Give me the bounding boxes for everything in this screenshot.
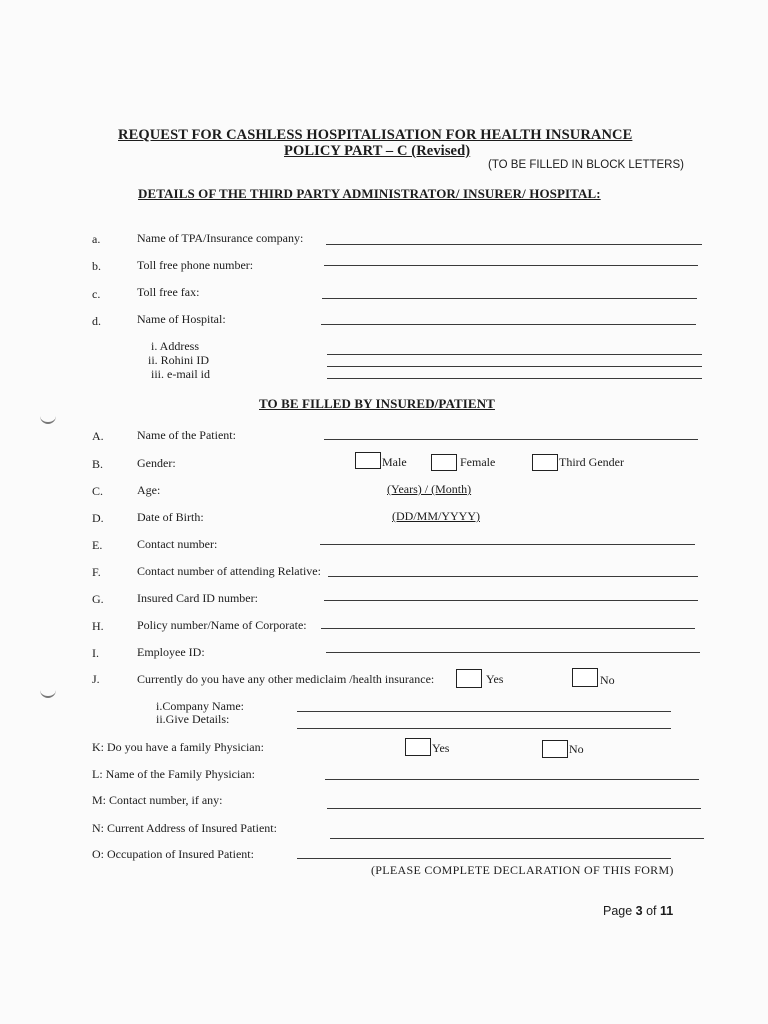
- gender-third-label: Third Gender: [559, 455, 624, 469]
- current-address-field[interactable]: [330, 838, 704, 839]
- item-G-marker: G.: [92, 592, 104, 606]
- other-insurance-no-label: No: [600, 673, 615, 687]
- page-number: [603, 904, 673, 918]
- email-id-label: iii. e-mail id: [151, 367, 210, 381]
- family-physician-question: K: Do you have a family Physician:: [92, 740, 264, 754]
- policy-number-field[interactable]: [321, 628, 695, 629]
- rohini-id-field[interactable]: [327, 366, 702, 367]
- item-C-marker: C.: [92, 484, 104, 498]
- toll-free-fax-label: Toll free fax:: [137, 285, 200, 299]
- toll-free-fax-field[interactable]: [322, 298, 697, 299]
- employee-id-label: Employee ID:: [137, 645, 205, 659]
- item-J-marker: J.: [92, 672, 100, 686]
- company-name-label: i.Company Name:: [156, 699, 244, 713]
- item-d-marker: d.: [92, 314, 101, 328]
- insured-card-id-field[interactable]: [324, 600, 698, 601]
- physician-name-field[interactable]: [325, 779, 699, 780]
- company-name-field[interactable]: [297, 711, 671, 712]
- form-title-line1: REQUEST FOR CASHLESS HOSPITALISATION FOR HEALTH INSURANCE: [118, 127, 633, 143]
- gender-female-checkbox[interactable]: [431, 454, 457, 471]
- item-E-marker: E.: [92, 538, 103, 552]
- contact-number-label: Contact number:: [137, 537, 218, 551]
- hospital-name-field[interactable]: [321, 324, 696, 325]
- dob-hint[interactable]: (DD/MM/YYYY): [392, 509, 480, 523]
- physician-contact-field[interactable]: [327, 808, 701, 809]
- physician-name-label: L: Name of the Family Physician:: [92, 767, 255, 781]
- section1-heading: DETAILS OF THE THIRD PARTY ADMINISTRATOR/ INSURER/ HOSPITAL:: [138, 186, 601, 201]
- page-total: 11: [660, 904, 674, 918]
- item-H-marker: H.: [92, 619, 104, 633]
- family-physician-no-label: No: [569, 742, 584, 756]
- employee-id-field[interactable]: [326, 652, 700, 653]
- toll-free-phone-field[interactable]: [324, 265, 698, 266]
- occupation-label: O: Occupation of Insured Patient:: [92, 847, 254, 861]
- section2-heading: TO BE FILLED BY INSURED/PATIENT: [259, 396, 495, 411]
- relative-contact-label: Contact number of attending Relative:: [137, 564, 321, 578]
- form-title-line2: POLICY PART – C (Revised): [284, 143, 471, 159]
- block-letters-note: (TO BE FILLED IN BLOCK LETTERS): [488, 159, 684, 171]
- tpa-company-field[interactable]: [326, 244, 702, 245]
- item-B-marker: B.: [92, 457, 104, 471]
- age-label: Age:: [137, 483, 161, 497]
- gender-label: Gender:: [137, 456, 176, 470]
- item-b-marker: b.: [92, 259, 101, 273]
- family-physician-yes-label: Yes: [432, 741, 450, 755]
- hospital-address-label: i. Address: [151, 339, 199, 353]
- hospital-name-label: Name of Hospital:: [137, 312, 226, 326]
- age-hint[interactable]: (Years) / (Month): [387, 482, 472, 496]
- dob-label: Date of Birth:: [137, 510, 204, 524]
- declaration-note: (PLEASE COMPLETE DECLARATION OF THIS FORM): [371, 863, 674, 877]
- hospital-address-field[interactable]: [327, 354, 702, 355]
- item-c-marker: c.: [92, 287, 101, 301]
- give-details-label: ii.Give Details:: [156, 712, 230, 726]
- other-insurance-yes-label: Yes: [486, 672, 504, 686]
- item-F-marker: F.: [92, 565, 101, 579]
- policy-number-label: Policy number/Name of Corporate:: [137, 618, 307, 632]
- rohini-id-label: ii. Rohini ID: [148, 353, 210, 367]
- insured-card-id-label: Insured Card ID number:: [137, 591, 258, 605]
- gender-female-label: Female: [460, 455, 496, 469]
- gender-male-label: Male: [382, 455, 407, 469]
- gender-male-checkbox[interactable]: [355, 452, 381, 469]
- physician-contact-label: M: Contact number, if any:: [92, 793, 223, 807]
- gender-third-checkbox[interactable]: [532, 454, 558, 471]
- item-D-marker: D.: [92, 511, 104, 525]
- page-current: 3: [635, 904, 643, 918]
- patient-name-label: Name of the Patient:: [137, 428, 236, 442]
- relative-contact-field[interactable]: [328, 576, 698, 577]
- item-a-marker: a.: [92, 232, 101, 246]
- family-physician-no-checkbox[interactable]: [542, 740, 568, 758]
- give-details-field[interactable]: [297, 728, 671, 729]
- page-of: of: [642, 904, 660, 918]
- tpa-company-label: Name of TPA/Insurance company:: [137, 231, 304, 245]
- item-A-marker: A.: [92, 429, 104, 443]
- contact-number-field[interactable]: [320, 544, 695, 545]
- other-insurance-yes-checkbox[interactable]: [456, 669, 482, 688]
- family-physician-yes-checkbox[interactable]: [405, 738, 431, 756]
- binder-hole-bottom: [40, 686, 56, 698]
- other-insurance-no-checkbox[interactable]: [572, 668, 598, 687]
- binder-hole-top: [40, 412, 56, 424]
- item-I-marker: I.: [92, 646, 99, 660]
- email-id-field[interactable]: [327, 378, 702, 379]
- other-insurance-label: Currently do you have any other mediclaim /health insurance:: [137, 672, 435, 686]
- page-prefix: Page: [603, 904, 636, 918]
- occupation-field[interactable]: [297, 858, 671, 859]
- current-address-label: N: Current Address of Insured Patient:: [92, 821, 277, 835]
- toll-free-phone-label: Toll free phone number:: [137, 258, 254, 272]
- patient-name-field[interactable]: [324, 439, 698, 440]
